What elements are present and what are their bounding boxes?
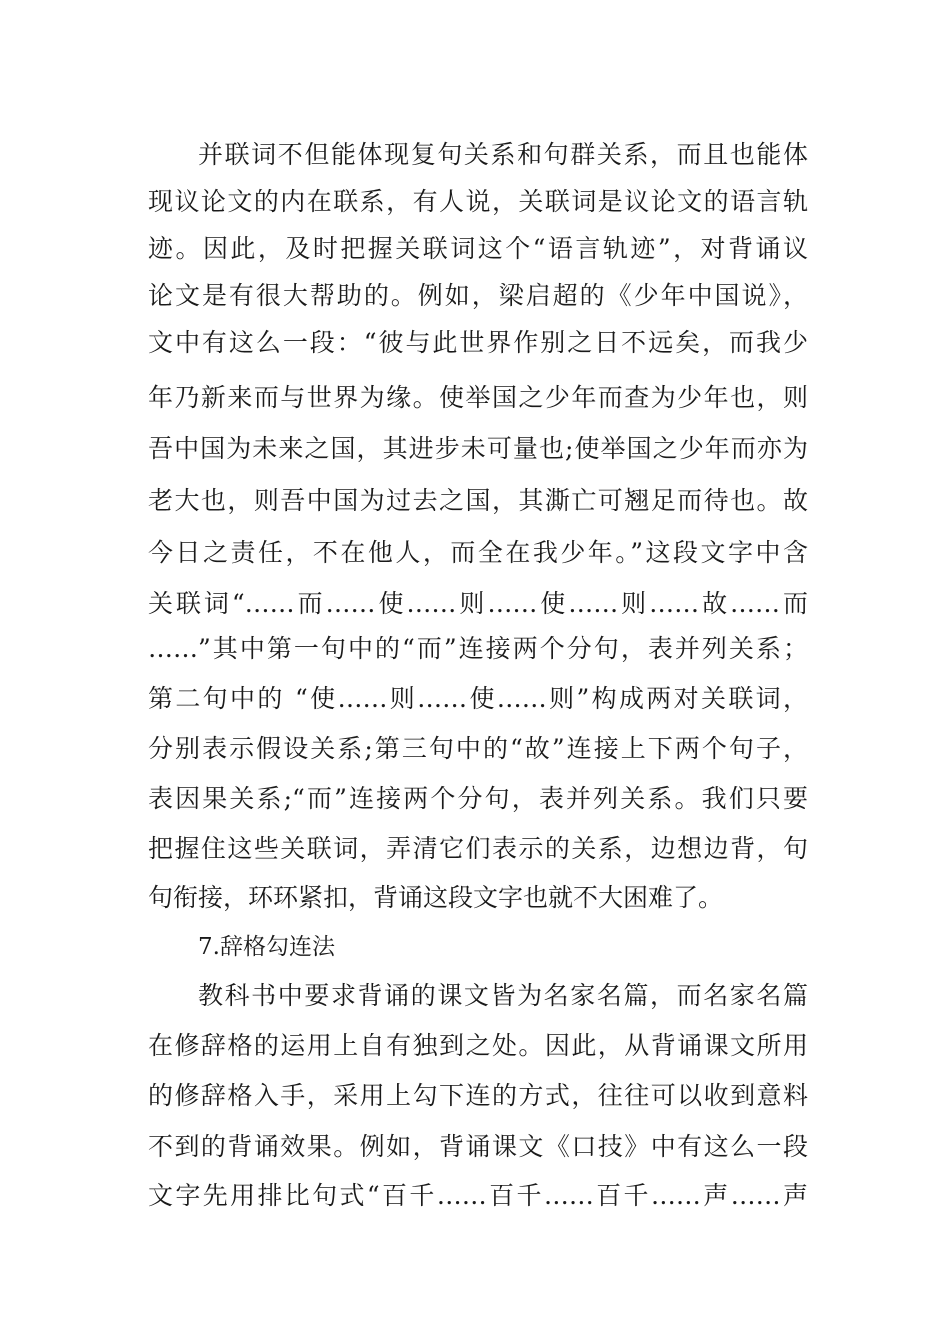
- paragraph-2-line-3: 的修辞格入手，采用上勾下连的方式，往往可以收到意料: [148, 1081, 808, 1110]
- paragraph-1-line-9: 今日之责任，不在他人，而全在我少年。”这段文字中含: [148, 538, 808, 567]
- paragraph-1-line-5: 文中有这么一段：“彼与此世界作别之日不远矣，而我少: [148, 328, 808, 357]
- paragraph-1-line-11: ……”其中第一句中的“而”连接两个分句，表并列关系；: [148, 634, 808, 663]
- paragraph-1-line-1: 并联词不但能体现复句关系和句群关系，而且也能体: [198, 140, 808, 169]
- paragraph-1-line-3: 迹。因此，及时把握关联词这个“语言轨迹”，对背诵议: [148, 234, 808, 263]
- paragraph-1-line-6: 年乃新来而与世界为缘。使举国之少年而查为少年也，则: [148, 383, 808, 412]
- paragraph-1-line-7: 吾中国为未来之国，其进步未可量也;使举国之少年而亦为: [148, 434, 808, 463]
- paragraph-1-line-4: 论文是有很大帮助的。例如，梁启超的《少年中国说》，: [148, 281, 808, 310]
- paragraph-1-line-13: 分别表示假设关系;第三句中的“故”连接上下两个句子，: [148, 734, 808, 763]
- paragraph-1-line-15: 把握住这些关联词，弄清它们表示的关系，边想边背，句: [148, 834, 808, 863]
- paragraph-1-line-16: 句衔接，环环紧扣，背诵这段文字也就不大困难了。: [148, 883, 724, 912]
- paragraph-1-line-2: 现议论文的内在联系，有人说，关联词是议论文的语言轨: [148, 187, 808, 216]
- paragraph-2-line-2: 在修辞格的运用上自有独到之处。因此，从背诵课文所用: [148, 1031, 808, 1060]
- section-heading: 7.辞格勾连法: [198, 934, 335, 960]
- paragraph-1-line-14: 表因果关系;“而”连接两个分句，表并列关系。我们只要: [148, 784, 808, 813]
- paragraph-2-line-5: 文字先用排比句式“百千……百千……百千……声……声: [148, 1181, 808, 1210]
- paragraph-1-line-8: 老大也，则吾中国为过去之国，其澌亡可翘足而待也。故: [148, 486, 808, 515]
- paragraph-1-line-12: 第二句中的 “使……则……使……则”构成两对关联词，: [148, 684, 808, 713]
- paragraph-1-line-10: 关联词“……而……使……则……使……则……故……而: [148, 589, 808, 618]
- paragraph-2-line-4: 不到的背诵效果。例如，背诵课文《口技》中有这么一段: [148, 1132, 808, 1161]
- paragraph-2-line-1: 教科书中要求背诵的课文皆为名家名篇，而名家名篇: [198, 981, 808, 1010]
